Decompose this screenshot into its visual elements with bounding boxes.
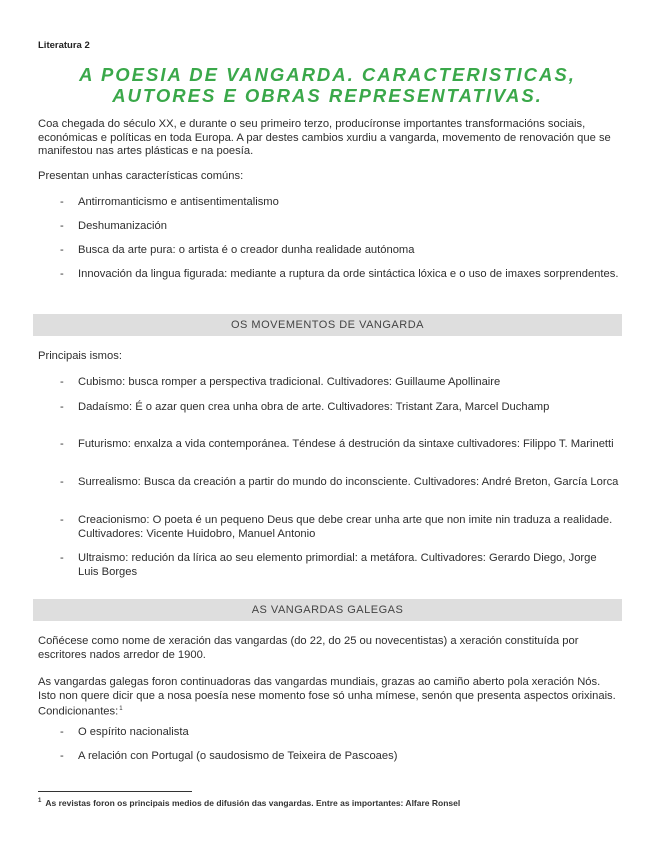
bullet-dash: - — [60, 726, 64, 738]
bullet-dash: - — [60, 750, 64, 762]
title-line-1: A POESIA DE VANGARDA. CARACTERISTICAS, — [79, 64, 576, 85]
footnote-number: 1 — [38, 798, 42, 805]
section-heading-galician: AS VANGARDAS GALEGAS — [33, 599, 622, 621]
list-item: - Innovación da lingua figurada: mediante a ruptura da orde sintáctica lóxica e o uso de imaxes sorprendentes. — [60, 268, 619, 280]
footnote-divider — [38, 791, 192, 792]
page-title — [40, 64, 615, 106]
bullet-dash: - — [60, 220, 64, 232]
footnote-reference[interactable]: 1 — [119, 706, 123, 712]
list-item: - O espírito nacionalista — [60, 726, 189, 738]
list-item: - Creacionismo: O poeta é un pequeno Deus que debe crear unha arte que non imite nin traduza a realidade. Cultivadores: Vicente Huidobro, Manuel Antonio — [60, 514, 613, 540]
bullet-dash: - — [60, 401, 64, 413]
section-heading-movements: OS MOVEMENTOS DE VANGARDA — [33, 314, 622, 336]
list-item: - A relación con Portugal (o saudosismo de Teixeira de Pascoaes) — [60, 750, 398, 762]
bullet-dash: - — [60, 552, 64, 564]
list-item: - Cubismo: busca romper a perspectiva tradicional. Cultivadores: Guillaume Apollinaire — [60, 376, 501, 388]
bullet-dash: - — [60, 268, 64, 280]
list-item: - Dadaísmo: É o azar quen crea unha obra de arte. Cultivadores: Tristant Zara, Marcel Duchamp — [60, 401, 550, 413]
list-item: - Deshumanización — [60, 220, 167, 232]
intro-paragraph: Coa chegada do século XX, e durante o seu primeiro terzo, producíronse importantes transformacións sociais, económicas e políticas en toda Europa. A par destes cambios xurdiu a vangarda, movemento de renovación que se manifestou nas artes plásticas e na poesía. — [38, 118, 611, 157]
footnote — [38, 798, 460, 808]
bullet-dash: - — [60, 514, 64, 526]
characteristics-lead: Presentan unhas características comúns: — [38, 170, 244, 182]
list-item: - Ultraismo: redución da lírica ao seu elemento primordial: a metáfora. Cultivadores: Gerardo Diego, Jorge Luis Borges — [60, 552, 597, 578]
list-item: - Futurismo: enxalza a vida contemporánea. Téndese á destrución da sintaxe cultivadores: Filippo T. Marinetti — [60, 438, 614, 450]
bullet-dash: - — [60, 196, 64, 208]
bullet-dash: - — [60, 244, 64, 256]
course-label: Literatura 2 — [38, 40, 90, 51]
bullet-dash: - — [60, 476, 64, 488]
list-item: - Surrealismo: Busca da creación a partir do mundo do inconsciente. Cultivadores: André Breton, García Lorca — [60, 476, 619, 488]
galician-vanguard-paragraph: As vangardas galegas foron continuadoras das vangardas mundiais, grazas ao camiño aberto pola xeración Nós. Isto non quere dicir que a nosa poesía nese momento fose só unha mímese, senón que presenta aspectos orixinais. Condicionantes:$^1$ — [38, 676, 616, 718]
bullet-dash: - — [60, 438, 64, 450]
title-line-2: AUTORES E OBRAS REPRESENTATIVAS. — [112, 85, 543, 106]
list-item: - Antirromanticismo e antisentimentalismo — [60, 196, 279, 208]
isms-lead: Principais ismos: — [38, 350, 122, 362]
footnote-text: As revistas foron os principais medios de difusión das vangardas. Entre as importantes: Alfare Ronsel — [45, 798, 461, 808]
bullet-dash: - — [60, 376, 64, 388]
generation-paragraph: Coñécese como nome de xeración das vangardas (do 22, do 25 ou novecentistas) a xeración constituída por escritores nados arredor de 1900. — [38, 635, 579, 661]
list-item: - Busca da arte pura: o artista é o creador dunha realidade autónoma — [60, 244, 415, 256]
